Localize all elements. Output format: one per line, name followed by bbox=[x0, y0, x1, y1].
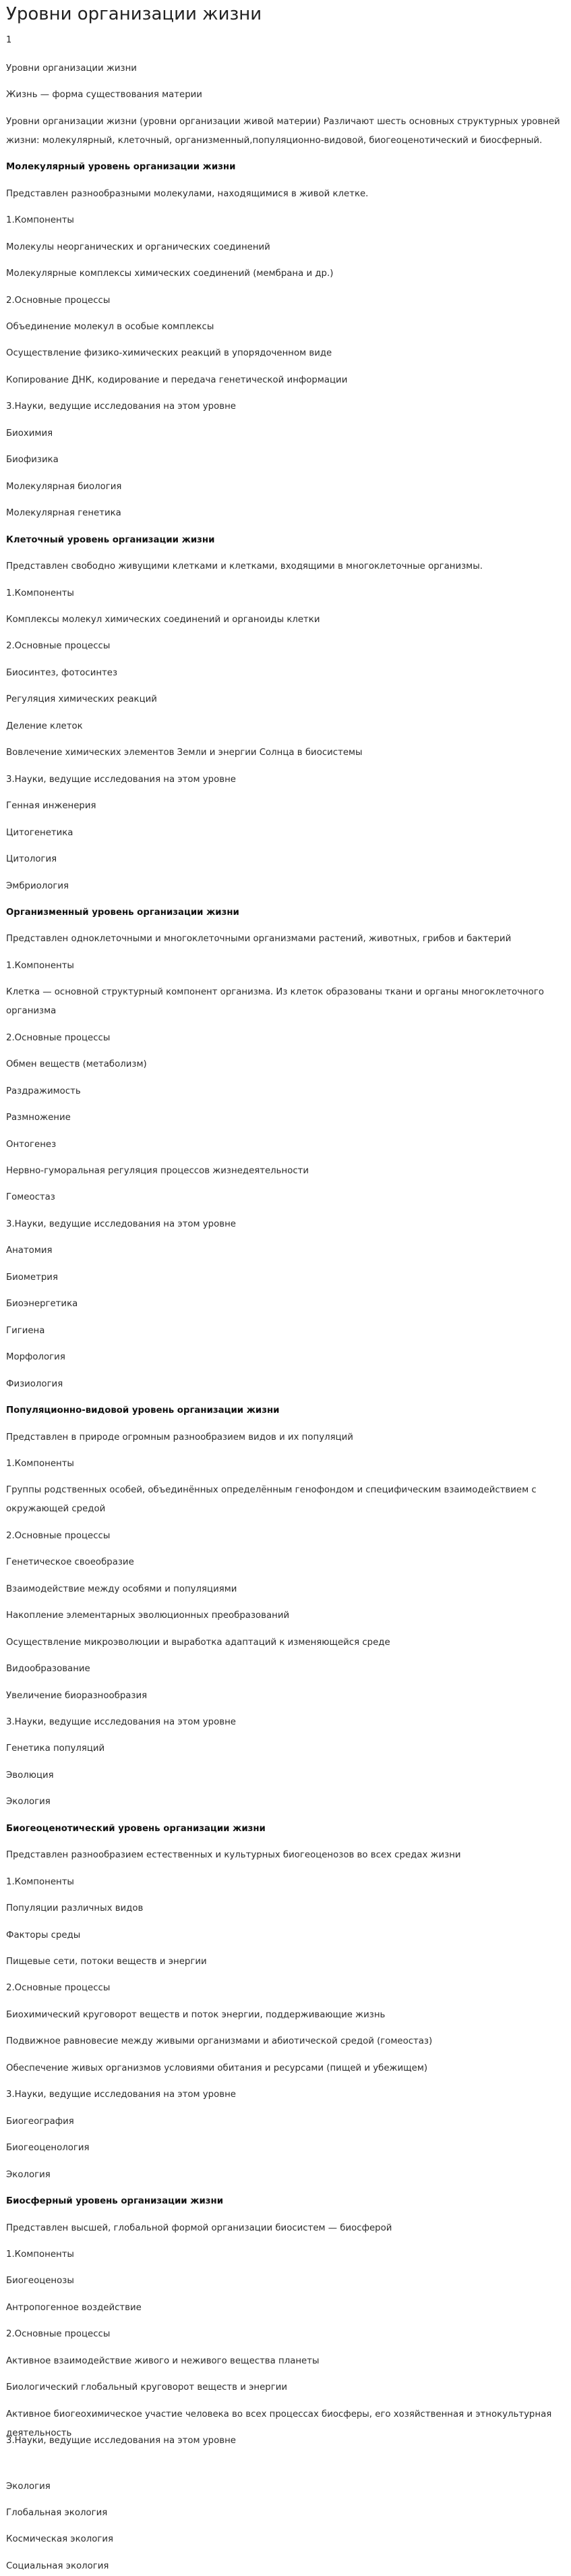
text-line: Подвижное равновесие между живыми организмами и абиотической средой (гомеостаз) bbox=[6, 2036, 433, 2046]
text-line: Раздражимость bbox=[6, 1086, 81, 1096]
text-line: 3.Науки, ведущие исследования на этом уровне bbox=[6, 775, 236, 785]
text-line: Представлен высшей, глобальной формой организации биосистем — биосферой bbox=[6, 2223, 392, 2233]
text-line: Морфология bbox=[6, 1352, 65, 1362]
section-heading: Биосферный уровень организации жизни bbox=[6, 2196, 224, 2206]
text-line: Нервно-гуморальная регуляция процессов жизнедеятельности bbox=[6, 1166, 309, 1176]
text-line: Биогеография bbox=[6, 2117, 74, 2127]
text-line: Взаимодействие между особями и популяциями bbox=[6, 1584, 237, 1594]
text-line: Биогеоценозы bbox=[6, 2276, 74, 2286]
text-line: Гигиена bbox=[6, 1326, 45, 1336]
text-line: Биометрия bbox=[6, 1272, 58, 1283]
text-line: Деление клеток bbox=[6, 721, 83, 731]
text-line: 2.Основные процессы bbox=[6, 1531, 111, 1541]
text-line: Жизнь — форма существования материи bbox=[6, 90, 202, 100]
text-line: Биосинтез, фотосинтез bbox=[6, 668, 118, 678]
text-line: Вовлечение химических элементов Земли и энергии Солнца в биосистемы bbox=[6, 748, 363, 758]
text-line: 2.Основные процессы bbox=[6, 641, 111, 651]
text-line: Биогеоценология bbox=[6, 2143, 90, 2153]
text-line: Биоэнергетика bbox=[6, 1299, 78, 1309]
text-line: Представлен разнообразными молекулами, находящимися в живой клетке. bbox=[6, 189, 369, 199]
text-line: Объединение молекул в особые комплексы bbox=[6, 322, 214, 332]
text-line: Глобальная экология bbox=[6, 2508, 108, 2518]
text-line: Молекулярная биология bbox=[6, 482, 122, 492]
text-line: Биохимический круговорот веществ и поток энергии, поддерживающие жизнь bbox=[6, 2010, 386, 2020]
text-line: 3.Науки, ведущие исследования на этом уровне bbox=[6, 1717, 236, 1727]
text-line: Пищевые сети, потоки веществ и энергии bbox=[6, 1957, 207, 1967]
text-line: Космическая экология bbox=[6, 2534, 114, 2544]
text-line: Биологический глобальный круговорот веществ и энергии bbox=[6, 2382, 287, 2392]
section-heading: Молекулярный уровень организации жизни bbox=[6, 162, 236, 172]
text-line: Биохимия bbox=[6, 428, 53, 439]
text-line: 1.Компоненты bbox=[6, 961, 74, 971]
text-line: Клетка — основной структурный компонент организма. Из клеток образованы ткани и органы многоклеточного организма bbox=[6, 987, 544, 1016]
text-line: Видообразование bbox=[6, 1664, 90, 1674]
text-line: Молекулярные комплексы химических соединений (мембрана и др.) bbox=[6, 269, 334, 279]
section-heading: Биогеоценотический уровень организации жизни bbox=[6, 1824, 266, 1834]
section-heading: Популяционно-видовой уровень организации жизни bbox=[6, 1405, 280, 1416]
text-line: Обеспечение живых организмов условиями обитания и ресурсами (пищей и убежищем) bbox=[6, 2063, 428, 2073]
text-line: 3.Науки, ведущие исследования на этом уровне bbox=[6, 1219, 236, 1229]
text-line: Обмен веществ (метаболизм) bbox=[6, 1059, 147, 1069]
text-line: Экология bbox=[6, 2170, 51, 2180]
text-line: Генная инженерия bbox=[6, 801, 96, 811]
text-line: Экология bbox=[6, 2482, 51, 2492]
text-line: Представлен разнообразием естественных и культурных биогеоценозов во всех средах жизни bbox=[6, 1850, 461, 1860]
text-line: Антропогенное воздействие bbox=[6, 2303, 142, 2313]
text-line: Экология bbox=[6, 1797, 51, 1807]
text-line: Активное взаимодействие живого и неживого вещества планеты bbox=[6, 2356, 320, 2366]
text-line: Эволюция bbox=[6, 1770, 54, 1781]
text-line: Факторы среды bbox=[6, 1930, 81, 1940]
text-line: Биофизика bbox=[6, 455, 59, 465]
text-line: 2.Основные процессы bbox=[6, 2329, 111, 2339]
text-line: Генетика популяций bbox=[6, 1743, 105, 1754]
text-line: Молекулы неорганических и органических соединений bbox=[6, 242, 270, 252]
text-line: Уровни организации жизни (уровни организации живой материи) Различают шесть основных структурных уровней жизни: молекулярный, клеточный, организменный,популяционно-видовой, биогеоценотический и биосферный. bbox=[6, 117, 560, 146]
text-line: Увеличение биоразнообразия bbox=[6, 1691, 148, 1701]
text-line: Активное биогеохимическое участие человека во всех процессах биосферы, его хозяйственная и этнокультурная деятельность bbox=[6, 2409, 552, 2438]
text-line: Уровни организации жизни bbox=[6, 63, 137, 74]
text-line: 1.Компоненты bbox=[6, 2249, 74, 2260]
text-line: Группы родственных особей, объединённых определённым генофондом и специфическим взаимодействием с окружающей средой bbox=[6, 1485, 537, 1514]
text-line: 2.Основные процессы bbox=[6, 1983, 111, 1993]
section-heading: Организменный уровень организации жизни bbox=[6, 907, 239, 918]
text-line: 1.Компоненты bbox=[6, 215, 74, 225]
text-line: 3.Науки, ведущие исследования на этом уровне bbox=[6, 401, 236, 412]
text-line: Генетическое своеобразие bbox=[6, 1557, 134, 1567]
text-line: Социальная экология bbox=[6, 2561, 109, 2571]
text-line: Популяции различных видов bbox=[6, 1903, 144, 1913]
text-line: 3.Науки, ведущие исследования на этом уровне bbox=[6, 2436, 236, 2446]
text-line: Эмбриология bbox=[6, 881, 69, 891]
page-title: Уровни организации жизни bbox=[6, 4, 262, 24]
text-line: Гомеостаз bbox=[6, 1192, 55, 1202]
page-number: 1 bbox=[6, 35, 12, 45]
section-heading: Клеточный уровень организации жизни bbox=[6, 535, 215, 545]
text-line: Цитогенетика bbox=[6, 828, 73, 838]
text-line: Накопление элементарных эволюционных преобразований bbox=[6, 1611, 290, 1621]
text-line: 1.Компоненты bbox=[6, 1459, 74, 1469]
text-line: Осуществление микроэволюции и выработка адаптаций к изменяющейся среде bbox=[6, 1637, 390, 1648]
text-line: Размножение bbox=[6, 1113, 71, 1123]
text-line: Представлен одноклеточными и многоклеточными организмами растений, животных, грибов и бактерий bbox=[6, 934, 512, 944]
text-line: 1.Компоненты bbox=[6, 1877, 74, 1887]
text-line: 1.Компоненты bbox=[6, 588, 74, 598]
text-line: Осуществление физико-химических реакций в упорядоченном виде bbox=[6, 348, 332, 358]
text-line: 3.Науки, ведущие исследования на этом уровне bbox=[6, 2090, 236, 2100]
text-line: 2.Основные процессы bbox=[6, 296, 111, 306]
text-line: 2.Основные процессы bbox=[6, 1033, 111, 1043]
text-line: Цитология bbox=[6, 854, 57, 864]
text-line: Онтогенез bbox=[6, 1140, 57, 1150]
text-line: Представлен свободно живущими клетками и клетками, входящими в многоклеточные организмы. bbox=[6, 561, 483, 571]
text-line: Представлен в природе огромным разнообразием видов и их популяций bbox=[6, 1432, 353, 1443]
text-line: Физиология bbox=[6, 1379, 63, 1389]
text-line: Копирование ДНК, кодирование и передача генетической информации bbox=[6, 375, 348, 385]
text-line: Анатомия bbox=[6, 1245, 53, 1256]
text-line: Комплексы молекул химических соединений и органоиды клетки bbox=[6, 615, 320, 625]
text-line: Молекулярная генетика bbox=[6, 508, 121, 518]
text-line: Регуляция химических реакций bbox=[6, 694, 157, 704]
